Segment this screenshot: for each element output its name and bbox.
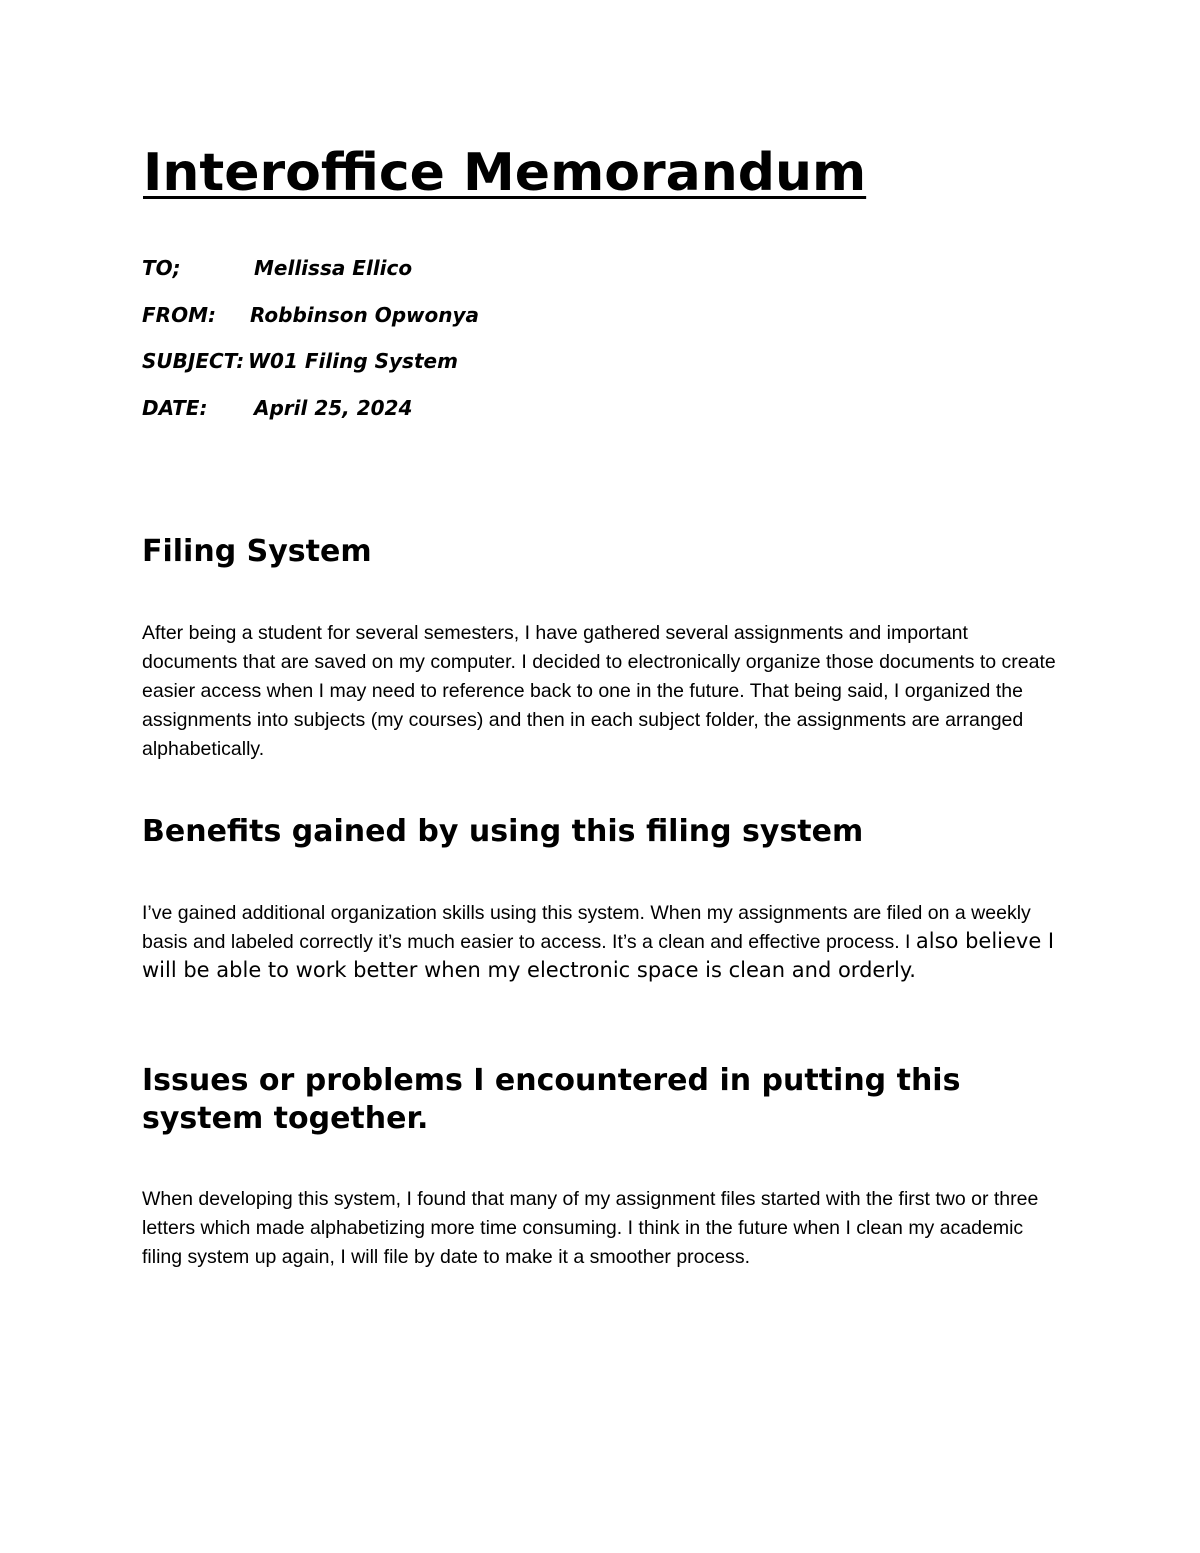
- section-body-benefits-text: I’ve gained additional organization skills using this system. When my assignments are filed on a weekly basis and labeled correctly it’s much easier to access. It’s a clean and effective process. I: [142, 902, 1031, 953]
- memo-subject-label: SUBJECT:: [142, 349, 245, 373]
- section-heading-issues: Issues or problems I encountered in putting this system together.: [142, 1063, 961, 1136]
- section-body-filing-system: After being a student for several semesters, I have gathered several assignments and important documents that are saved on my computer. I decided to electronically organize those documents to create easier access when I may need to reference back to one in the future. That being said, I organized the assignments into subjects (my courses) and then in each subject folder, the assignments are arranged alphabetically.: [142, 622, 1056, 760]
- memo-from-label: FROM:: [142, 303, 216, 327]
- section-body-issues: When developing this system, I found that many of my assignment files started with the first two or three letters which made alphabetizing more time consuming. I think in the future when I clean my academic filing system up again, I will file by date to make it a smoother process.: [142, 1188, 1039, 1268]
- memo-title: Interoffice Memorandum: [143, 143, 867, 203]
- memo-to-label: TO;: [142, 256, 181, 280]
- section-heading-filing-system: Filing System: [142, 534, 372, 569]
- section-heading-benefits: Benefits gained by using this filing system: [142, 814, 864, 849]
- section-body-benefits: [142, 899, 1067, 986]
- memo-from-value: Robbinson Opwonya: [250, 303, 480, 327]
- memo-date-value: April 25, 2024: [254, 396, 413, 420]
- memo-date-label: DATE:: [142, 396, 208, 420]
- memo-date-row: [142, 393, 413, 423]
- memo-subject-value: W01 Filing System: [248, 349, 458, 373]
- memo-to-value: Mellissa Ellico: [254, 256, 413, 280]
- memo-to-row: [142, 253, 413, 283]
- section-body-benefits-tail: also believe I will be able to work better when my electronic space is clean and orderly.: [142, 929, 1055, 982]
- memo-from-row: [142, 300, 480, 330]
- memo-subject-row: [142, 346, 458, 376]
